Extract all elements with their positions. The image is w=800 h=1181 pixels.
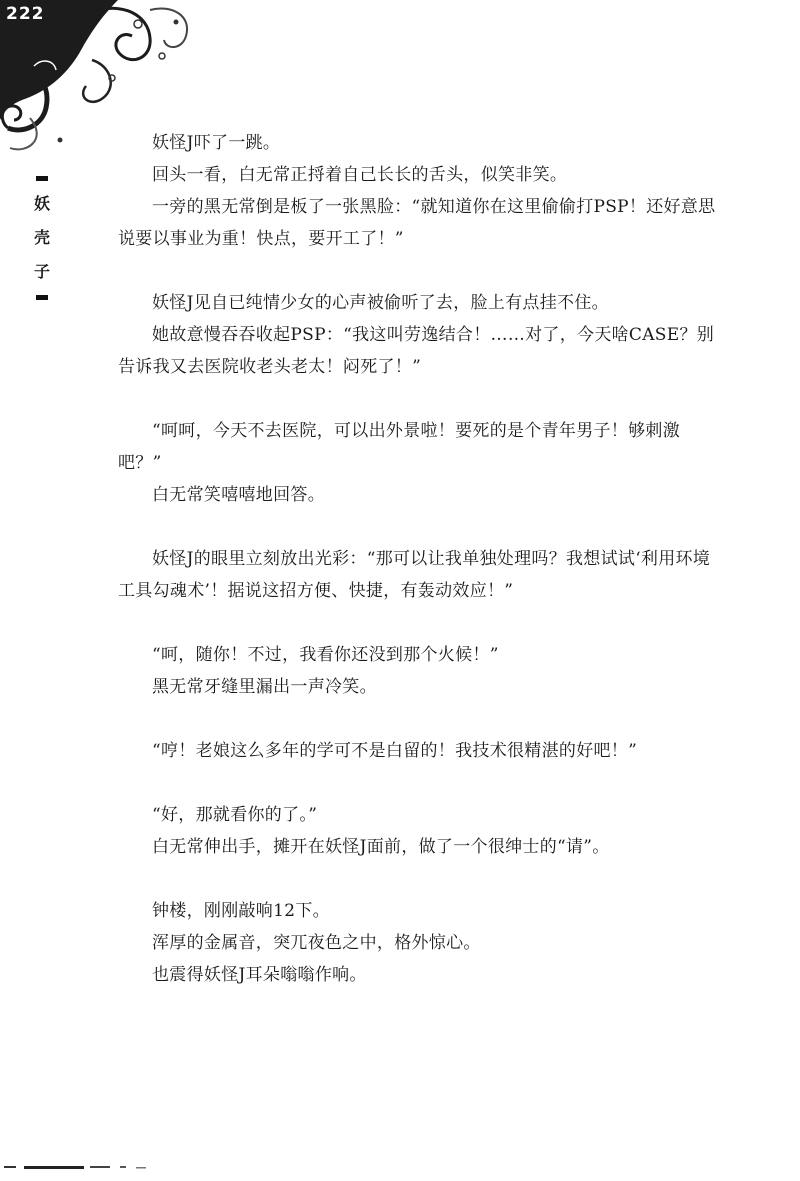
- bracket-bottom-icon: [36, 295, 48, 300]
- paragraph: 妖怪J的眼里立刻放出光彩：“那可以让我单独处理吗？我想试试‘利用环境工具勾魂术’！据说这招方便、快捷，有轰动效应！”: [118, 549, 711, 601]
- paragraph: 浑厚的金属音，突兀夜色之中，格外惊心。: [152, 933, 481, 953]
- page-number: 222: [6, 4, 45, 24]
- footer-rule-icon: [0, 1162, 180, 1172]
- paragraph: 妖怪J吓了一跳。: [152, 133, 281, 153]
- paragraph: 钟楼，刚刚敲响12下。: [152, 901, 330, 921]
- paragraph: “好，那就看你的了。”: [152, 805, 318, 825]
- paragraph: 白无常伸出手，摊开在妖怪J面前，做了一个很绅士的“请”。: [152, 837, 610, 857]
- running-title-char: 妖: [33, 194, 50, 213]
- paragraph: 一旁的黑无常倒是板了一张黑脸：“就知道你在这里偷偷打PSP！还好意思说要以事业为重！快点，要开工了！”: [118, 197, 716, 249]
- paragraph: 黑无常牙缝里漏出一声冷笑。: [152, 677, 377, 697]
- running-title-char: 子: [33, 262, 50, 281]
- bracket-top-icon: [36, 176, 48, 181]
- paragraph: 白无常笑嘻嘻地回答。: [152, 485, 325, 505]
- paragraph: 妖怪J见自已纯情少女的心声被偷听了去，脸上有点挂不住。: [152, 293, 609, 313]
- body-text: [118, 127, 718, 991]
- paragraph: 回头一看，白无常正捋着自己长长的舌头，似笑非笑。: [152, 165, 568, 185]
- paragraph: “哼！老娘这么多年的学可不是白留的！我技术很精湛的好吧！”: [152, 741, 638, 761]
- running-title: [30, 176, 54, 300]
- running-title-char: 壳: [33, 228, 50, 247]
- paragraph: “呵，随你！不过，我看你还没到那个火候！”: [152, 645, 499, 665]
- paragraph: 她故意慢吞吞收起PSP：“我这叫劳逸结合！……对了，今天啥CASE？别告诉我又去医院收老头老太！闷死了！”: [118, 325, 715, 377]
- paragraph: 也震得妖怪J耳朵嗡嗡作响。: [152, 965, 367, 985]
- paragraph: “呵呵，今天不去医院，可以出外景啦！要死的是个青年男子！够刺激吧？”: [118, 421, 680, 473]
